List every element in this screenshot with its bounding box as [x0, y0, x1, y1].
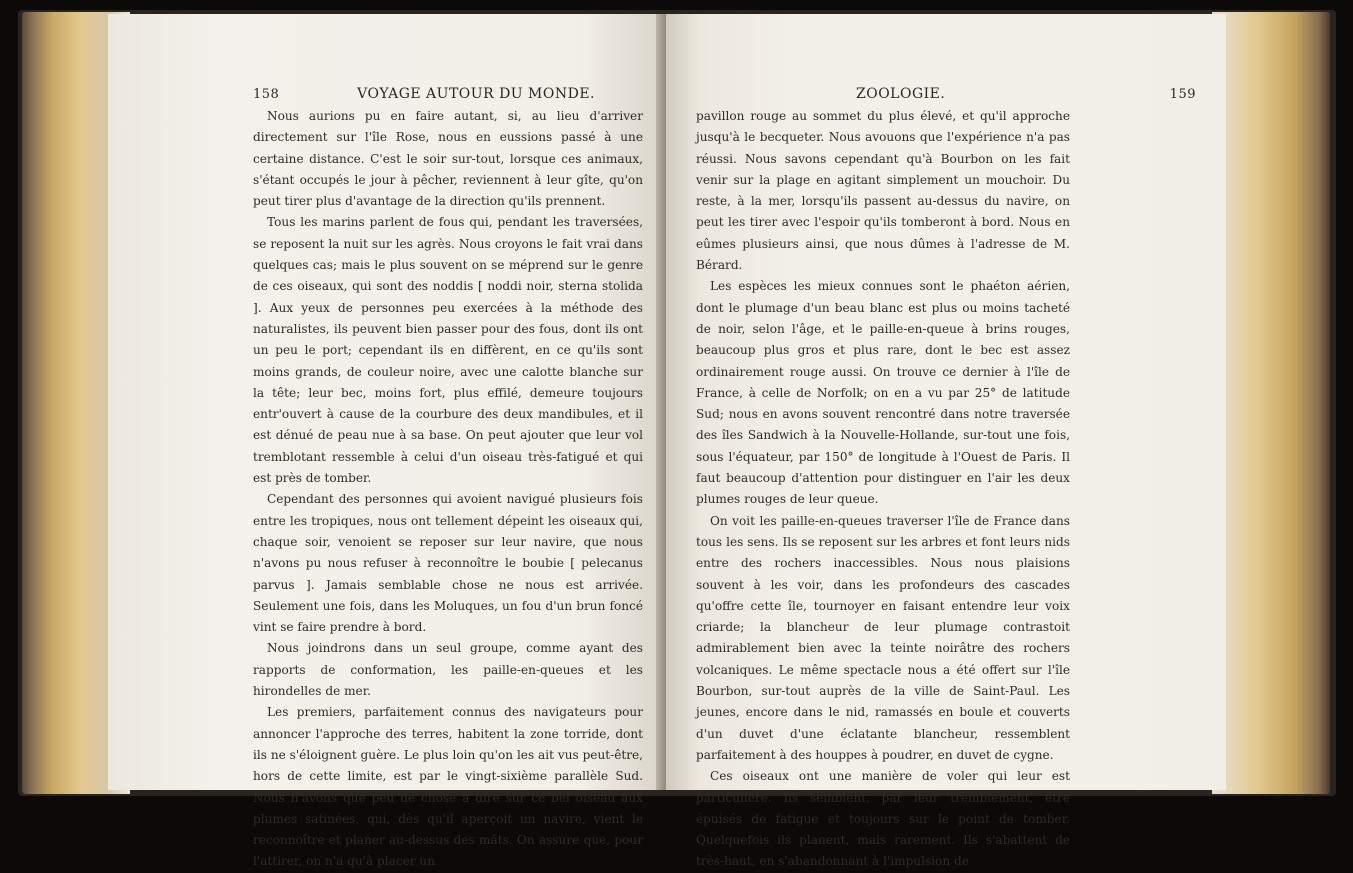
- right-paragraph-4: Ces oiseaux ont une manière de voler qui leur est particulière. Ils semblent, par leur tremblement, être épuisés de fatigue et toujours sur le point de tomber. Quelquefois ils planent, mais rarement. Ils s'abattent de très-haut, en s'abandonnant à l'impulsion de: [696, 769, 1070, 869]
- left-paragraph-2: Tous les marins parlent de fous qui, pendant les traversées, se reposent la nuit sur les agrès. Nous croyons le fait vrai dans quelques cas; mais le plus souvent on se méprend sur le genre de ces oiseaux, qui sont des noddis [ noddi noir, sterna stolida ]. Aux yeux de personnes peu exercées à la méthode des naturalistes, ils peuvent bien passer pour des fous, dont ils ont un peu le port; cependant ils en diffèrent, en ce qu'ils sont moins grands, de couleur noire, avec une calotte blanche sur la tête; leur bec, moins fort, plus effilé, demeure toujours entr'ouvert à cause de la courbure des deux mandibules, et il est dénué de peau nue à sa base. On peut ajouter que leur vol tremblotant ressemble à celui d'un oiseau très-fatigué et qui est près de tomber.: [253, 215, 643, 486]
- left-page-number: 158: [253, 87, 280, 102]
- right-page-number: 159: [1169, 87, 1196, 102]
- right-paragraph-1: pavillon rouge au sommet du plus élevé, et qu'il approche jusqu'à le becqueter. Nous avouons que l'expérience n'a pas réussi. Nous savons cependant qu'à Bourbon on les fait venir sur la plage en agitant simplement un mouchoir. Du reste, à la mer, lorsqu'ils passent au-dessus du navire, on peut les tirer avec l'espoir qu'ils tomberont à bord. Nous en eûmes plusieurs ainsi, que nous dûmes à l'adresse de M. Bérard.: [696, 109, 1070, 273]
- right-running-title: ZOOLOGIE.: [856, 86, 946, 102]
- left-running-title: VOYAGE AUTOUR DU MONDE.: [357, 86, 595, 102]
- right-page-edges: [1212, 12, 1330, 794]
- left-page-header: [253, 86, 595, 102]
- left-paragraph-1: Nous aurions pu en faire autant, si, au lieu d'arriver directement sur l'île Rose, nous en eussions passé à une certaine distance. C'est le soir sur-tout, lorsque ces animaux, s'étant occupés le jour à pêcher, reviennent à leur gîte, qu'on peut tirer plus d'avantage de la direction qu'ils prennent.: [253, 109, 643, 209]
- right-page: [666, 14, 1226, 869]
- left-paragraph-4: Nous joindrons dans un seul groupe, comme ayant des rapports de conformation, les paille-en-queues et les hirondelles de mer.: [253, 641, 643, 699]
- left-page-body: [253, 106, 643, 873]
- left-paragraph-3: Cependant des personnes qui avoient navigué plusieurs fois entre les tropiques, nous ont tellement dépeint les oiseaux qui, chaque soir, venoient se reposer sur leur navire, que nous n'avons pu nous refuser à reconnoître le boubie [ pelecanus parvus ]. Jamais semblable chose ne nous est arrivée. Seulement une fois, dans les Moluques, un fou d'un brun foncé vint se faire prendre à bord.: [253, 492, 643, 635]
- right-paragraph-2: Les espèces les mieux connues sont le phaéton aérien, dont le plumage d'un beau blanc est plus ou moins tacheté de noir, selon l'âge, et le paille-en-queue à brins rouges, beaucoup plus gros et plus rare, dont le bec est assez ordinairement rouge aussi. On trouve ce dernier à l'île de France, à celle de Norfolk; on en a vu par 25° de latitude Sud; nous en avons souvent rencontré dans notre traversée des îles Sandwich à la Nouvelle-Hollande, sur-tout une fois, sous l'équateur, par 150° de longitude à l'Ouest de Paris. Il faut beaucoup d'attention pour distinguer en l'air les deux plumes rouges de leur queue.: [696, 279, 1070, 507]
- left-paragraph-5: Les premiers, parfaitement connus des navigateurs pour annoncer l'approche des terres, habitent la zone torride, dont ils ne s'éloignent guère. Le plus loin qu'on les ait vus peut-être, hors de cette limite, est par le vingt-sixième parallèle Sud. Nous n'avons que peu de chose à dire sur ce bel oiseau aux plumes satinées, qui, dès qu'il aperçoit un navire, vient le reconnoître et planer au-dessus des mâts. On assure que, pour l'attirer, on n'a qu'à placer un: [253, 705, 643, 869]
- right-page-body: [696, 106, 1070, 873]
- left-page: [108, 14, 664, 869]
- right-page-header: [856, 86, 1196, 102]
- right-paragraph-3: On voit les paille-en-queues traverser l'île de France dans tous les sens. Ils se reposent sur les arbres et font leurs nids entre des rochers inaccessibles. Nous nous plaisions souvent à les voir, dans les profondeurs des cascades qu'offre cette île, tournoyer en faisant entendre leur voix criarde; la blancheur de leur plumage contrastoit admirablement bien avec la teinte noirâtre des rochers volcaniques. Le même spectacle nous a été offert sur l'île Bourbon, sur-tout auprès de la ville de Saint-Paul. Les jeunes, encore dans le nid, ramassés en boule et couverts d'un duvet d'une éclatante blancheur, ressemblent parfaitement à des houppes à poudrer, en duvet de cygne.: [696, 513, 1070, 762]
